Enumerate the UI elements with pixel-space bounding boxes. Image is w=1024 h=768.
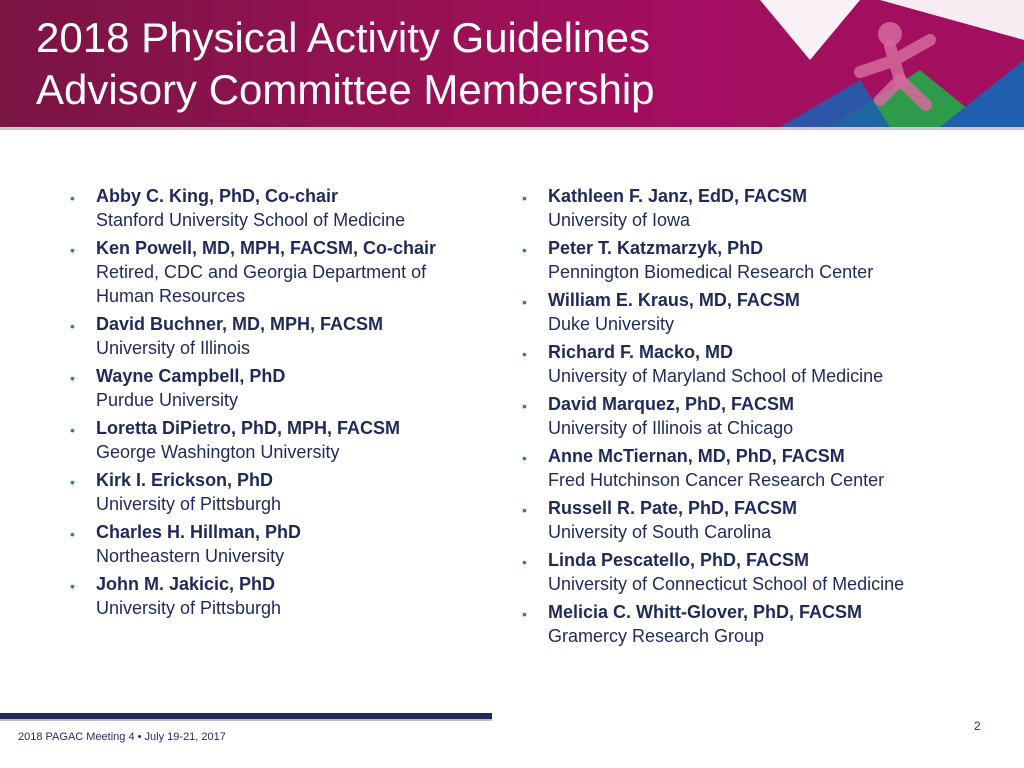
member-item	[70, 184, 460, 232]
member-affiliation: University of South Carolina	[548, 522, 772, 542]
slide-title: 2018 Physical Activity Guidelines Advisory Committee Membership	[36, 14, 655, 113]
member-item	[70, 236, 460, 308]
bullet-icon: •	[70, 242, 75, 258]
member-name: David Marquez, PhD, FACSM	[548, 394, 795, 414]
member-affiliation: University of Iowa	[548, 210, 691, 230]
member-name: Charles H. Hillman, PhD	[96, 522, 302, 542]
member-affiliation: Duke University	[548, 314, 675, 334]
activity-figure-graphic	[740, 0, 1024, 127]
member-item	[522, 496, 962, 544]
footer-meeting-info: 2018 PAGAC Meeting 4 • July 19-21, 2017	[18, 731, 226, 743]
member-item	[522, 548, 962, 596]
member-affiliation: Gramercy Research Group	[548, 626, 765, 646]
member-name: Ken Powell, MD, MPH, FACSM, Co-chair	[96, 238, 437, 258]
member-affiliation: Pennington Biomedical Research Center	[548, 262, 874, 282]
bullet-icon: •	[70, 526, 75, 542]
member-name: Anne McTiernan, MD, PhD, FACSM	[548, 446, 845, 466]
header-divider	[0, 127, 1024, 130]
bullet-icon: •	[70, 474, 75, 490]
member-item	[522, 600, 962, 648]
member-affiliation: University of Pittsburgh	[96, 494, 282, 514]
bullet-icon: •	[522, 502, 527, 518]
member-item	[522, 340, 962, 388]
member-affiliation: University of Maryland School of Medicine	[548, 366, 884, 386]
bullet-icon: •	[522, 242, 527, 258]
bullet-icon: •	[70, 370, 75, 386]
bullet-icon: •	[522, 346, 527, 362]
bullet-icon: •	[70, 422, 75, 438]
member-name: Melicia C. Whitt-Glover, PhD, FACSM	[548, 602, 863, 622]
member-affiliation: University of Illinois at Chicago	[548, 418, 794, 438]
member-affiliation: Retired, CDC and Georgia Department of Human Resources	[96, 262, 427, 306]
member-name: Kirk I. Erickson, PhD	[96, 470, 274, 490]
member-affiliation: University of Connecticut School of Medicine	[548, 574, 905, 594]
member-item	[522, 184, 962, 232]
member-name: David Buchner, MD, MPH, FACSM	[96, 314, 384, 334]
bullet-icon: •	[522, 294, 527, 310]
member-name: John M. Jakicic, PhD	[96, 574, 276, 594]
bullet-icon: •	[70, 190, 75, 206]
page-number: 2	[974, 719, 981, 733]
member-name: Russell R. Pate, PhD, FACSM	[548, 498, 798, 518]
member-item	[70, 468, 460, 516]
member-item	[522, 288, 962, 336]
member-item	[522, 236, 962, 284]
footer-bar-accent	[0, 719, 492, 721]
member-affiliation: Fred Hutchinson Cancer Research Center	[548, 470, 885, 490]
bullet-icon: •	[522, 606, 527, 622]
member-item	[522, 392, 962, 440]
members-list-right	[522, 184, 962, 652]
member-item	[522, 444, 962, 492]
slide-header	[0, 0, 1024, 127]
member-affiliation: Purdue University	[96, 390, 239, 410]
member-affiliation: Stanford University School of Medicine	[96, 210, 406, 230]
member-item	[70, 572, 460, 620]
member-name: Linda Pescatello, PhD, FACSM	[548, 550, 810, 570]
member-name: William E. Kraus, MD, FACSM	[548, 290, 800, 310]
bullet-icon: •	[522, 554, 527, 570]
member-name: Abby C. King, PhD, Co-chair	[96, 186, 339, 206]
member-item	[70, 520, 460, 568]
member-affiliation: Northeastern University	[96, 546, 285, 566]
member-affiliation: University of Illinois	[96, 338, 251, 358]
member-name: Loretta DiPietro, PhD, MPH, FACSM	[96, 418, 401, 438]
member-name: Kathleen F. Janz, EdD, FACSM	[548, 186, 808, 206]
member-item	[70, 312, 460, 360]
member-affiliation: University of Pittsburgh	[96, 598, 282, 618]
bullet-icon: •	[522, 398, 527, 414]
member-name: Wayne Campbell, PhD	[96, 366, 286, 386]
bullet-icon: •	[70, 318, 75, 334]
bullet-icon: •	[522, 450, 527, 466]
members-list-left	[70, 184, 460, 624]
member-item	[70, 364, 460, 412]
bullet-icon: •	[70, 578, 75, 594]
member-affiliation: George Washington University	[96, 442, 340, 462]
bullet-icon: •	[522, 190, 527, 206]
member-item	[70, 416, 460, 464]
member-name: Richard F. Macko, MD	[548, 342, 734, 362]
member-name: Peter T. Katzmarzyk, PhD	[548, 238, 764, 258]
